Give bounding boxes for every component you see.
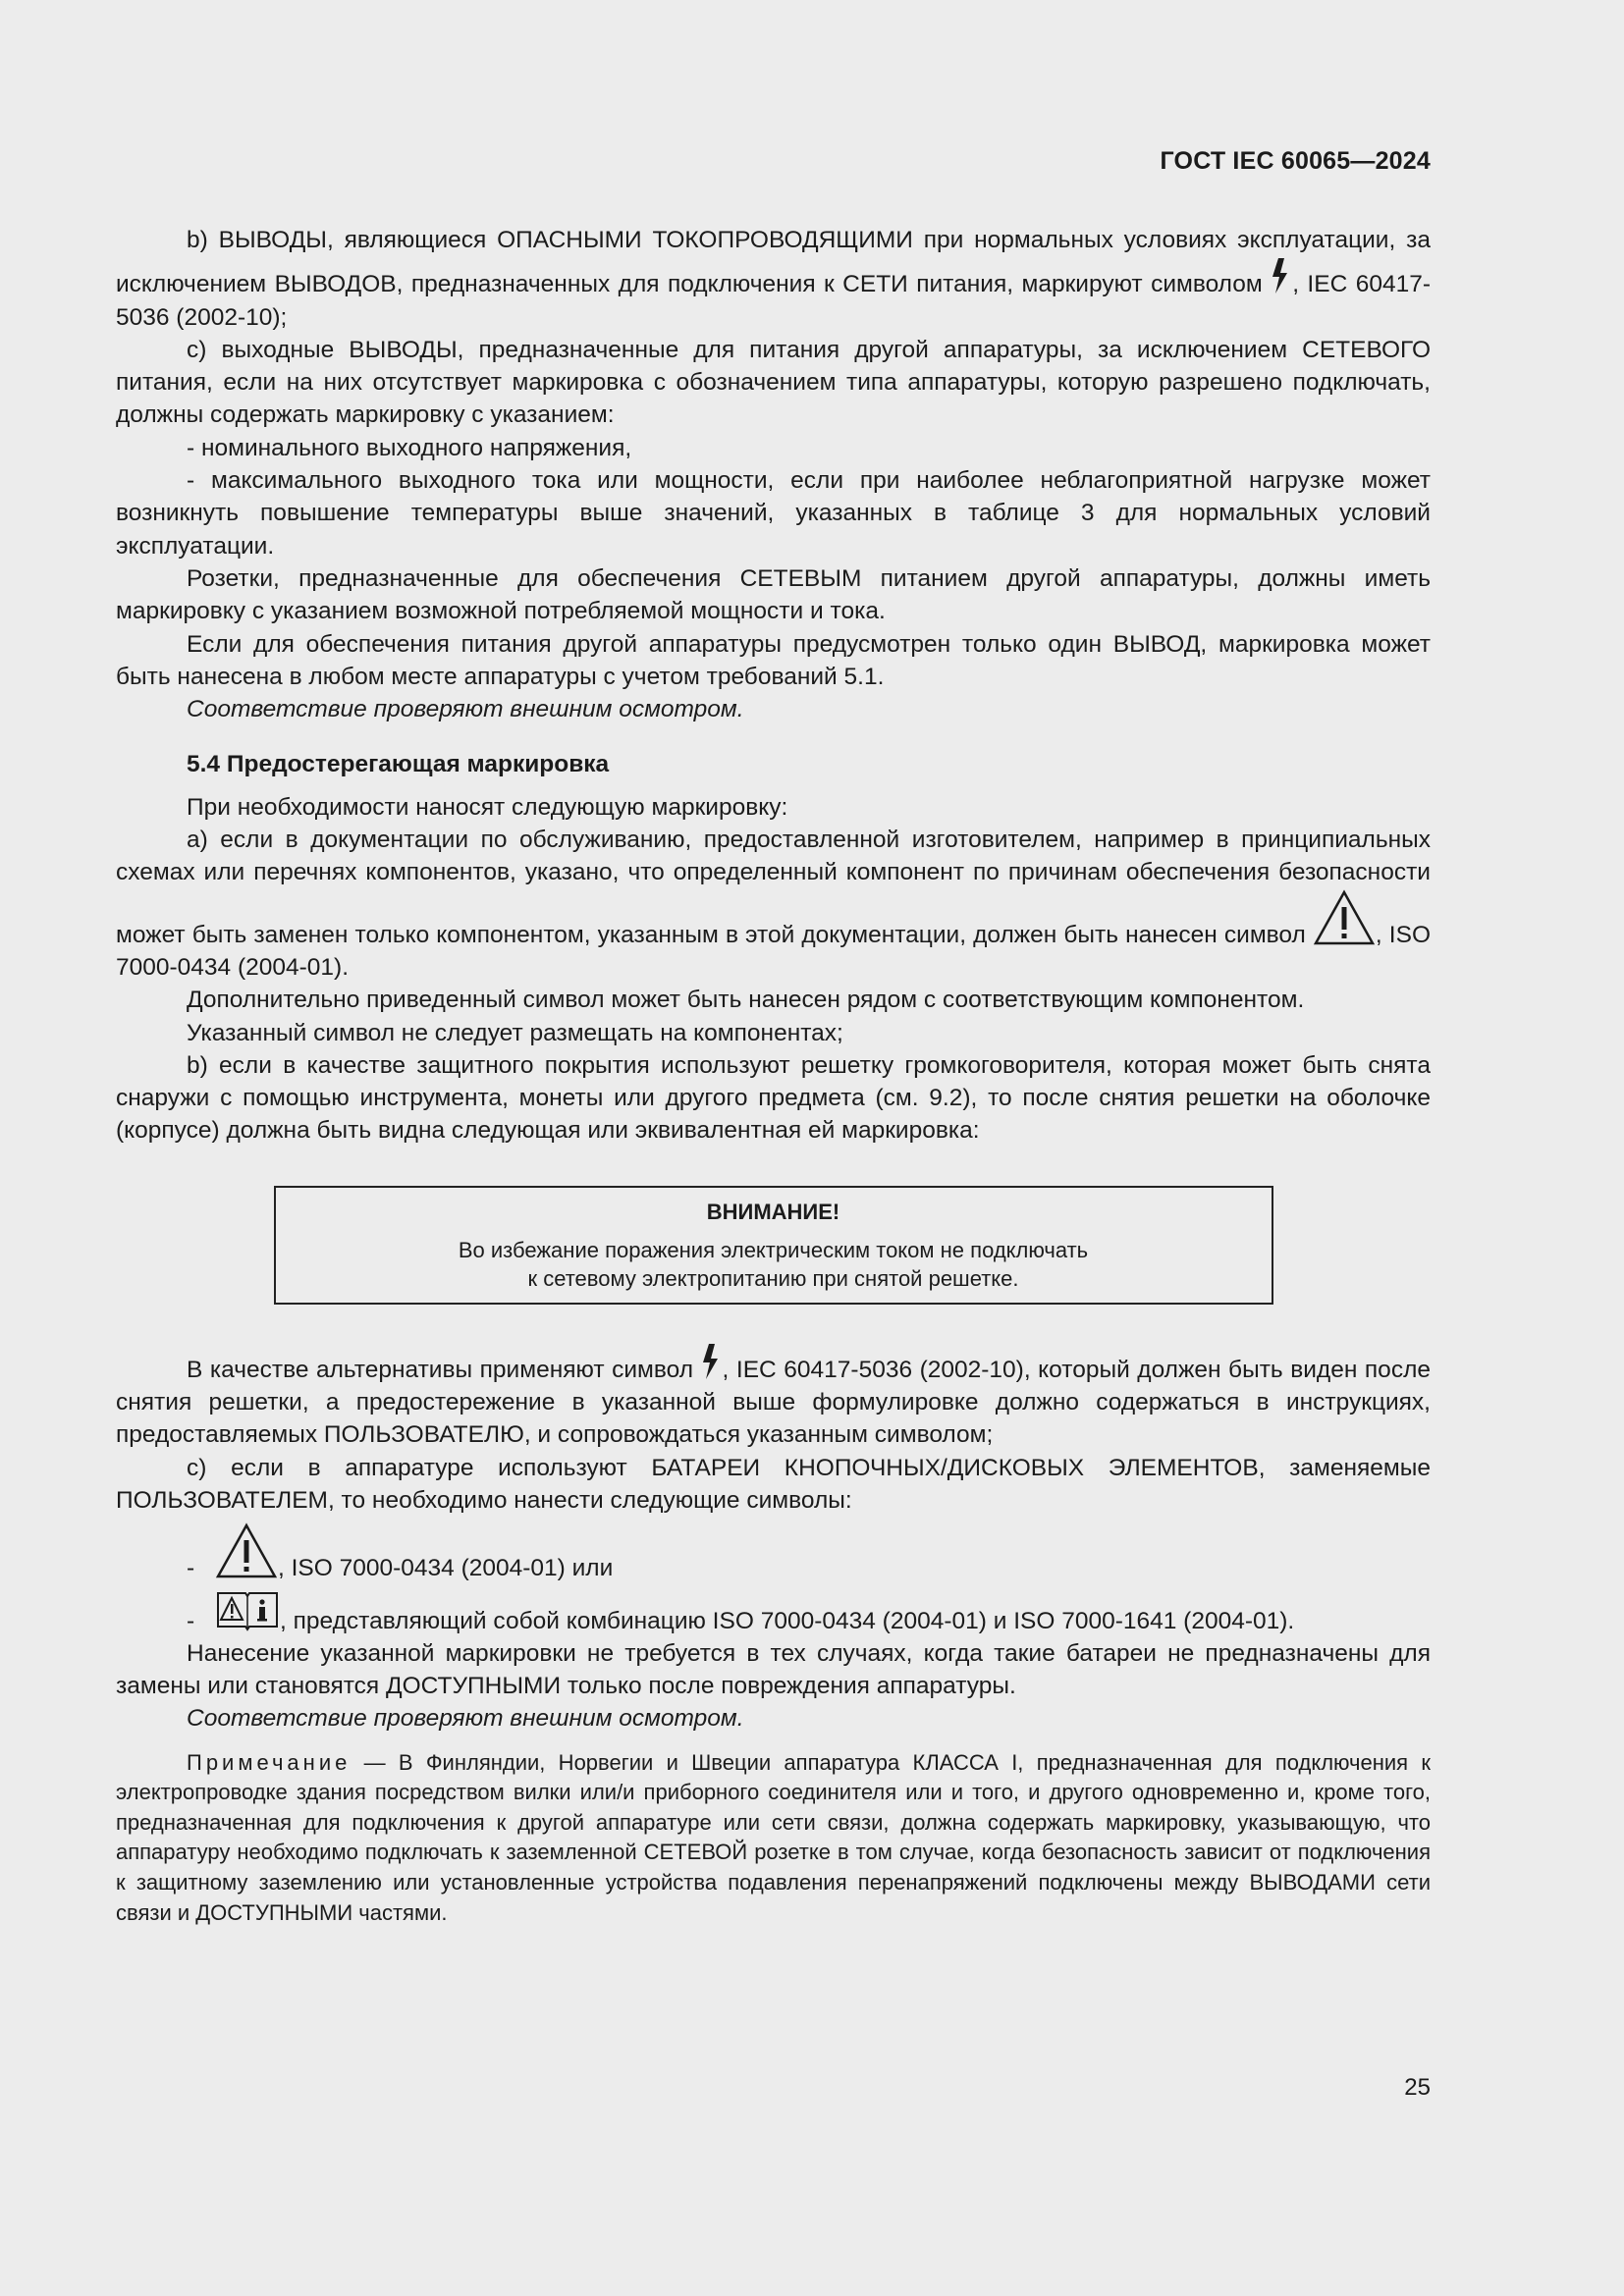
lightning-icon: [701, 1342, 723, 1381]
compliance-check-2: Соответствие проверяют внешним осмотром.: [187, 1705, 744, 1733]
warning-line-1: Во избежание поражения электрическим током не подключать: [458, 1237, 1089, 1262]
warning-title: ВНИМАНИЕ!: [706, 1199, 840, 1224]
paragraph-c-batteries: с) если в аппаратуре используют БАТАРЕИ КНОПОЧНЫХ/ДИСКОВЫХ ЭЛЕМЕНТОВ, заменяемые ПОЛЬЗОВАТЕЛЕМ, то необходимо нанести следующие символы:: [116, 1454, 1431, 1514]
paragraph-a-documentation: а) если в документации по обслуживанию, предоставленной изготовителем, например в принципиальных схемах или перечнях компонентов, указано, что определенный компонент по причинам обеспечения безопасности может быть заменен только компонентом, указанным в этой документации, должен быть нанесен символ , ISO 7000-0434 (2004-01).: [116, 827, 1431, 981]
list-item-voltage: - номинального выходного напряжения,: [187, 434, 632, 461]
list-item-symbol-1: - , ISO 7000-0434 (2004-01) или: [116, 1522, 1431, 1584]
paragraph-b-terminals: b) ВЫВОДЫ, являющиеся ОПАСНЫМИ ТОКОПРОВОДЯЩИМИ при нормальных условиях эксплуатации, за исключением ВЫВОДОВ, предназначенных для подключения к СЕТИ питания, маркируют символом , IEC 60417-5036 (2002-10);: [116, 227, 1431, 331]
paragraph-single-terminal: Если для обеспечения питания другой аппаратуры предусмотрен только один ВЫВОД, маркировка может быть нанесена в любом месте аппаратуры с учетом требований 5.1.: [116, 630, 1431, 690]
list-item-symbol-2: - , представляющий собой комбинацию ISO 7000-0434 (2004-01) и ISO 7000-1641 (2004-01).: [116, 1589, 1431, 1637]
warning-box: [274, 1186, 1273, 1305]
document-body: [116, 224, 1431, 1928]
paragraph-not-on-components: Указанный символ не следует размещать на компонентах;: [187, 1019, 843, 1046]
paragraph-alternative: В качестве альтернативы применяют символ , IEC 60417-5036 (2002-10), который должен быть виден после снятия решетки, а предостережение в указанной выше формулировке должно содержаться в инструкциях, предоставляемых ПОЛЬЗОВАТЕЛЮ, и сопровождаться указанным символом;: [116, 1342, 1431, 1452]
warning-triangle-icon: [215, 1522, 278, 1579]
paragraph-additional: Дополнительно приведенный символ может быть нанесен рядом с соответствующим компонентом.: [187, 987, 1305, 1014]
section-intro: При необходимости наносят следующую маркировку:: [187, 793, 788, 821]
note-paragraph: [116, 1748, 1431, 1929]
paragraph-b-grille: b) если в качестве защитного покрытия используют решетку громкоговорителя, которая может быть снята снаружи с помощью инструмента, монеты или другого предмета (см. 9.2), то после снятия решетки на оболочке (корпусе) должна быть видна следующая или эквивалентная ей маркировка:: [116, 1051, 1431, 1145]
warning-line-2: к сетевому электропитанию при снятой решетке.: [527, 1265, 1019, 1291]
list-item-current: - максимального выходного тока или мощности, если при наиболее неблагоприятной нагрузке может возникнуть повышение температуры выше значений, указанных в таблице 3 для нормальных условий эксплуатации.: [116, 467, 1431, 560]
lightning-icon: [1271, 256, 1292, 295]
note-label: Примечание: [187, 1749, 352, 1775]
warning-info-manual-icon: [215, 1589, 280, 1632]
compliance-check-1: Соответствие проверяют внешним осмотром.: [187, 696, 744, 723]
paragraph-sockets: Розетки, предназначенные для обеспечения СЕТЕВЫМ питанием другой аппаратуры, должны иметь маркировку с указанием возможной потребляемой мощности и тока.: [116, 564, 1431, 625]
paragraph-not-required: Нанесение указанной маркировки не требуется в тех случаях, когда такие батареи не предназначены для замены или становятся ДОСТУПНЫМИ только после повреждения аппаратуры.: [116, 1639, 1431, 1700]
section-title: 5.4 Предостерегающая маркировка: [187, 751, 610, 778]
note-text: — В Финляндии, Норвегии и Швеции аппаратура КЛАССА I, предназначенная для подключения к электропроводке здания посредством вилки или/и приборного соединителя или и того, и другого одновременно и, кроме того, предназначенная для подключения к другой аппаратуре или сети связи, должна содержать маркировку, указывающую, что аппаратуру необходимо подключать к заземленной СЕТЕВОЙ розетке в том случае, когда безопасность зависит от подключения к защитному заземлению или установленные устройства подавления перенапряжений подключены между ВЫВОДАМИ сети связи и ДОСТУПНЫМИ частями.: [116, 1749, 1431, 1925]
paragraph-c-outputs: c) выходные ВЫВОДЫ, предназначенные для питания другой аппаратуры, за исключением СЕТЕВОГО питания, если на них отсутствует маркировка с обозначением типа аппаратуры, которую разрешено подключать, должны содержать маркировку с указанием:: [116, 336, 1431, 429]
page-number: 25: [1404, 2074, 1431, 2101]
document-header: ГОСТ IEC 60065—2024: [1160, 147, 1431, 175]
warning-triangle-icon: [1313, 889, 1376, 946]
